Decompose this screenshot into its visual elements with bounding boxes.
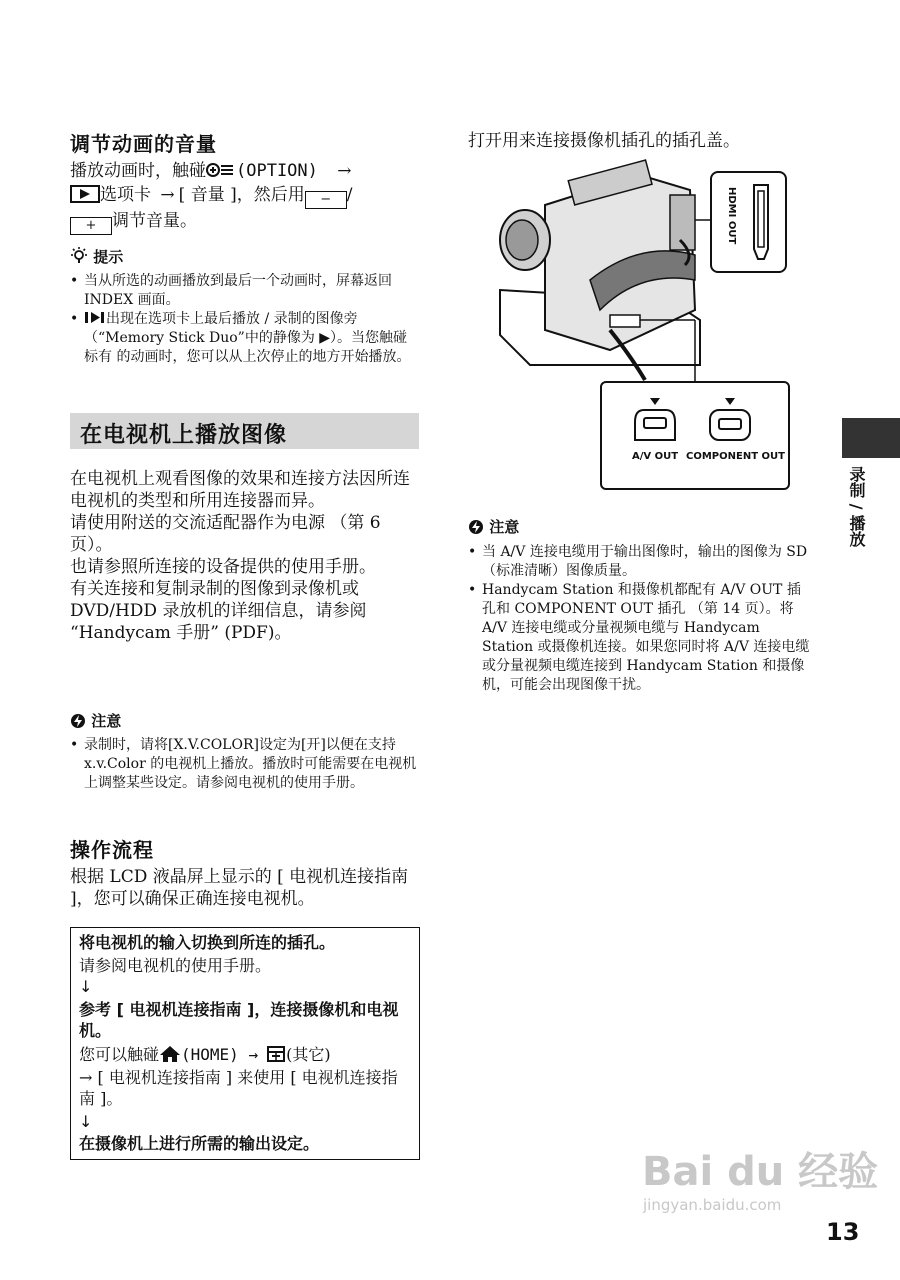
component-out-label: COMPONENT OUT: [686, 451, 785, 462]
baidu-watermark-url: jingyan.baidu.com: [643, 1196, 782, 1214]
other-icon: [258, 1045, 286, 1064]
baidu-watermark: Bai du 经验: [642, 1149, 879, 1195]
flow-heading: 操作流程: [70, 838, 154, 862]
hdmi-callout: [710, 171, 787, 273]
side-tab-label: 录制 / 播放: [847, 466, 866, 547]
av-port-icon: [630, 396, 680, 448]
tip-heading: 提示: [70, 246, 123, 267]
flow-step3-title: 在摄像机上进行所需的输出设定。: [79, 1134, 320, 1153]
hdmi-port-icon: [750, 183, 772, 261]
note-item: • Handycam Station 和摄像机都配有 A/V OUT 插孔和 COMPONENT OUT 插孔 （第 14 页）。将 A/V 连接电缆或分量视频电缆与 Handycam Station 或摄像机连接。如果您同时将 A/V 连接电缆或分量视频电缆连接到 Handycam Station 和摄像机，可能会出现图像干扰。: [468, 581, 812, 695]
down-arrow-icon: ↓: [79, 1112, 93, 1131]
volume-heading: 调节动画的音量: [70, 132, 217, 156]
hdmi-label: HDMI OUT: [726, 187, 737, 245]
play-tab-icon: [70, 185, 100, 205]
note-item: • 当 A/V 连接电缆用于输出图像时，输出的图像为 SD （标准清晰）图像质量。: [468, 543, 812, 581]
side-tab: [842, 418, 900, 458]
minus-button: −: [305, 191, 347, 209]
flow-step2-line: 您可以触碰 (HOME) → (其它): [79, 1045, 331, 1064]
flow-intro: 根据 LCD 液晶屏上显示的 [ 电视机连接指南 ]，您可以确保正确连接电视机。: [70, 867, 409, 909]
note-heading-right: 注意: [468, 516, 519, 537]
option-icon: [206, 161, 236, 181]
note-list-left: [70, 736, 418, 793]
tip-item: • 出现在选项卡上最后播放 / 录制的图像旁（“Memory Stick Duo”中的静像为 ▶）。当您触碰标有 的动画时，您可以从上次停止的地方开始播放。: [70, 310, 418, 367]
section-title: 在电视机上播放图像: [80, 423, 288, 448]
av-component-callout: [600, 381, 790, 490]
flow-step1-text: 请参阅电视机的使用手册。: [79, 956, 272, 975]
flow-step2-line2: → [ 电视机连接指南 ] 来使用 [ 电视机连接指南 ]。: [79, 1068, 398, 1108]
caution-icon: [70, 712, 86, 730]
page-number: 13: [826, 1218, 860, 1246]
volume-instructions: 播放动画时，触碰 (OPTION) → 选项卡 → [ 音量 ]，然后用 − / + 调节音量。: [70, 161, 353, 233]
av-out-label: A/V OUT: [632, 451, 679, 462]
last-played-icon: [84, 311, 106, 327]
tip-list: [70, 272, 418, 367]
flow-box: [70, 927, 420, 1160]
note-heading-left: 注意: [70, 710, 121, 731]
home-icon: [159, 1045, 181, 1064]
note-item: • 录制时，请将[X.V.COLOR]设定为[开]以便在支持 x.v.Color 的电视机上播放。播放时可能需要在电视机上调整某些设定。请参阅电视机的使用手册。: [70, 736, 418, 793]
down-arrow-icon: ↓: [79, 977, 93, 996]
section-paragraphs: 在电视机上观看图像的效果和连接方法因所连电视机的类型和所用连接器而异。 请使用附送的交流适配器作为电源 （第 6 页）。 也请参照所连接的设备提供的使用手册。 有关连接和复制录制的图像到录像机或 DVD/HDD 录放机的详细信息，请参阅 “Handycam 手册” (PDF)。: [70, 469, 410, 643]
tip-item: • 当从所选的动画播放到最后一个动画时，屏幕返回 INDEX 画面。: [70, 272, 418, 310]
caution-icon: [468, 518, 484, 536]
component-port-icon: [705, 396, 755, 448]
flow-step2-title: 参考 [ 电视机连接指南 ]，连接摄像机和电视机。: [79, 1000, 399, 1040]
bulb-icon: [70, 248, 88, 266]
plus-button: +: [70, 217, 112, 235]
section-band: [70, 413, 419, 449]
flow-step1-title: 将电视机的输入切换到所连的插孔。: [79, 933, 336, 952]
right-caption: 打开用来连接摄像机插孔的插孔盖。: [468, 131, 740, 151]
note-list-right: [468, 543, 812, 695]
